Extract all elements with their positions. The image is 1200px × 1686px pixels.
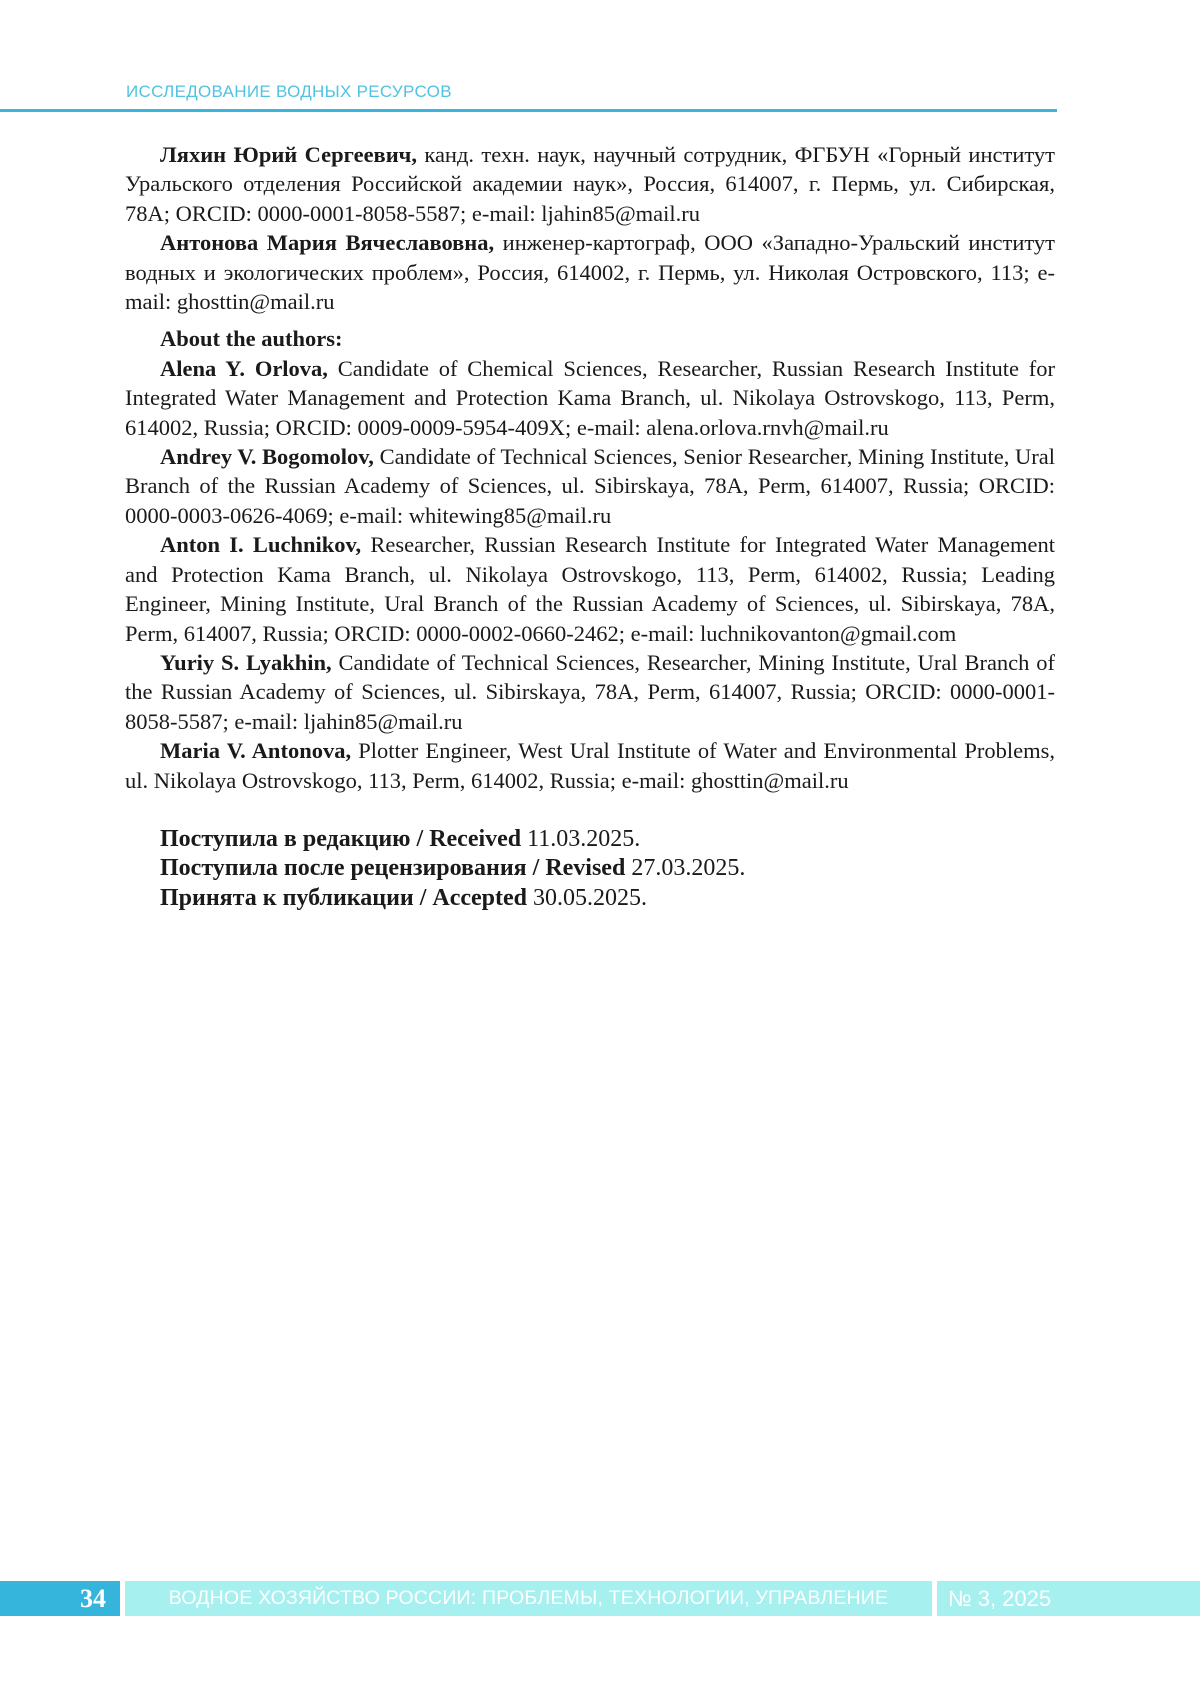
page-number: 34: [0, 1581, 120, 1616]
date-label: Поступила после рецензирования / Revised: [160, 855, 626, 882]
date-label: Принята к публикации / Accepted: [160, 884, 528, 911]
date-value: 11.03.2025.: [521, 825, 641, 852]
header-rule: [0, 109, 1057, 112]
author-details: канд. техн. наук, научный сотрудник, ФГБУН «Горный институт Уральского отделения Российской академии наук», Россия, 614007, г. Пермь, ул. Сибирская, 78А; ORCID: 0000-0001-8058-5587; e-mail: ljahin85@mail.ru: [125, 142, 1055, 226]
author-en-1: [125, 442, 1055, 530]
author-name: Anton I. Luchnikov,: [160, 532, 362, 558]
journal-title: ВОДНОЕ ХОЗЯЙСТВО РОССИИ: ПРОБЛЕМЫ, ТЕХНОЛОГИИ, УПРАВЛЕНИЕ: [125, 1581, 932, 1616]
date-accepted: [125, 884, 1055, 914]
author-name: Maria V. Antonova,: [160, 738, 352, 764]
author-details: Candidate of Technical Sciences, Senior Researcher, Mining Institute, Ural Branch of the Russian Academy of Sciences, ul. Sibirskaya, 78A, Perm, 614007, Russia; ORCID: 0000-0003-0626-4069; e-mail: whitewing85@mail.ru: [125, 444, 1056, 528]
author-name: Ляхин Юрий Сергеевич,: [160, 142, 417, 167]
author-details: Researcher, Russian Research Institute for Integrated Water Management and Protection Kama Branch, ul. Nikolaya Ostrovskogo, 113, Perm, 614002, Russia; Leading Engineer, Mining Institute, Ural Branch of the Russian Academy of Sciences, ul. Sibirskaya, 78A, Perm, 614007, Russia; ORCID: 0000-0002-0660-2462; e-mail: luchnikovanton@gmail.com: [125, 532, 1055, 646]
publication-dates: [125, 825, 1055, 914]
author-en-4: [125, 736, 1055, 795]
date-label: Поступила в редакцию / Received: [160, 825, 522, 852]
author-ru-0: [125, 140, 1055, 228]
author-details: Plotter Engineer, West Ural Institute of Water and Environmental Problems, ul. Nikolaya Ostrovskogo, 113, Perm, 614002, Russia; e-mail: ghosttin@mail.ru: [125, 738, 1055, 793]
author-name: Yuriy S. Lyakhin,: [160, 649, 332, 675]
author-details: инженер-картограф, ООО «Западно-Уральский институт водных и экологических проблем», Россия, 614002, г. Пермь, ул. Николая Островского, 113; e-mail: ghosttin@mail.ru: [125, 230, 1055, 315]
date-value: 27.03.2025.: [625, 855, 746, 882]
author-en-3: [125, 648, 1055, 736]
date-revised: [125, 854, 1055, 884]
date-received: [125, 825, 1055, 855]
author-details: Candidate of Technical Sciences, Researcher, Mining Institute, Ural Branch of the Russian Academy of Sciences, ul. Sibirskaya, 78A, Perm, 614007, Russia; ORCID: 0000-0001-8058-5587; e-mail: ljahin85@mail.ru: [125, 649, 1055, 734]
author-name: Andrey V. Bogomolov,: [160, 444, 374, 470]
author-en-2: [125, 530, 1055, 648]
about-authors-heading: About the authors:: [160, 326, 343, 352]
date-value: 30.05.2025.: [527, 884, 648, 911]
author-en-0: [125, 354, 1055, 442]
running-title: ИССЛЕДОВАНИЕ ВОДНЫХ РЕСУРСОВ: [126, 82, 452, 101]
author-name: Антонова Мария Вячеславовна,: [160, 230, 495, 256]
author-name: Alena Y. Orlova,: [160, 355, 328, 381]
article-end-matter: [125, 140, 1055, 913]
author-details: Candidate of Chemical Sciences, Researcher, Russian Research Institute for Integrated Water Management and Protection Kama Branch, ul. Nikolaya Ostrovskogo, 113, Perm, 614002, Russia; ORCID: 0009-0009-5954-409X; e-mail: alena.orlova.rnvh@mail.ru: [125, 355, 1055, 440]
author-ru-1: [125, 228, 1055, 316]
issue-number: № 3, 2025: [937, 1581, 1200, 1616]
